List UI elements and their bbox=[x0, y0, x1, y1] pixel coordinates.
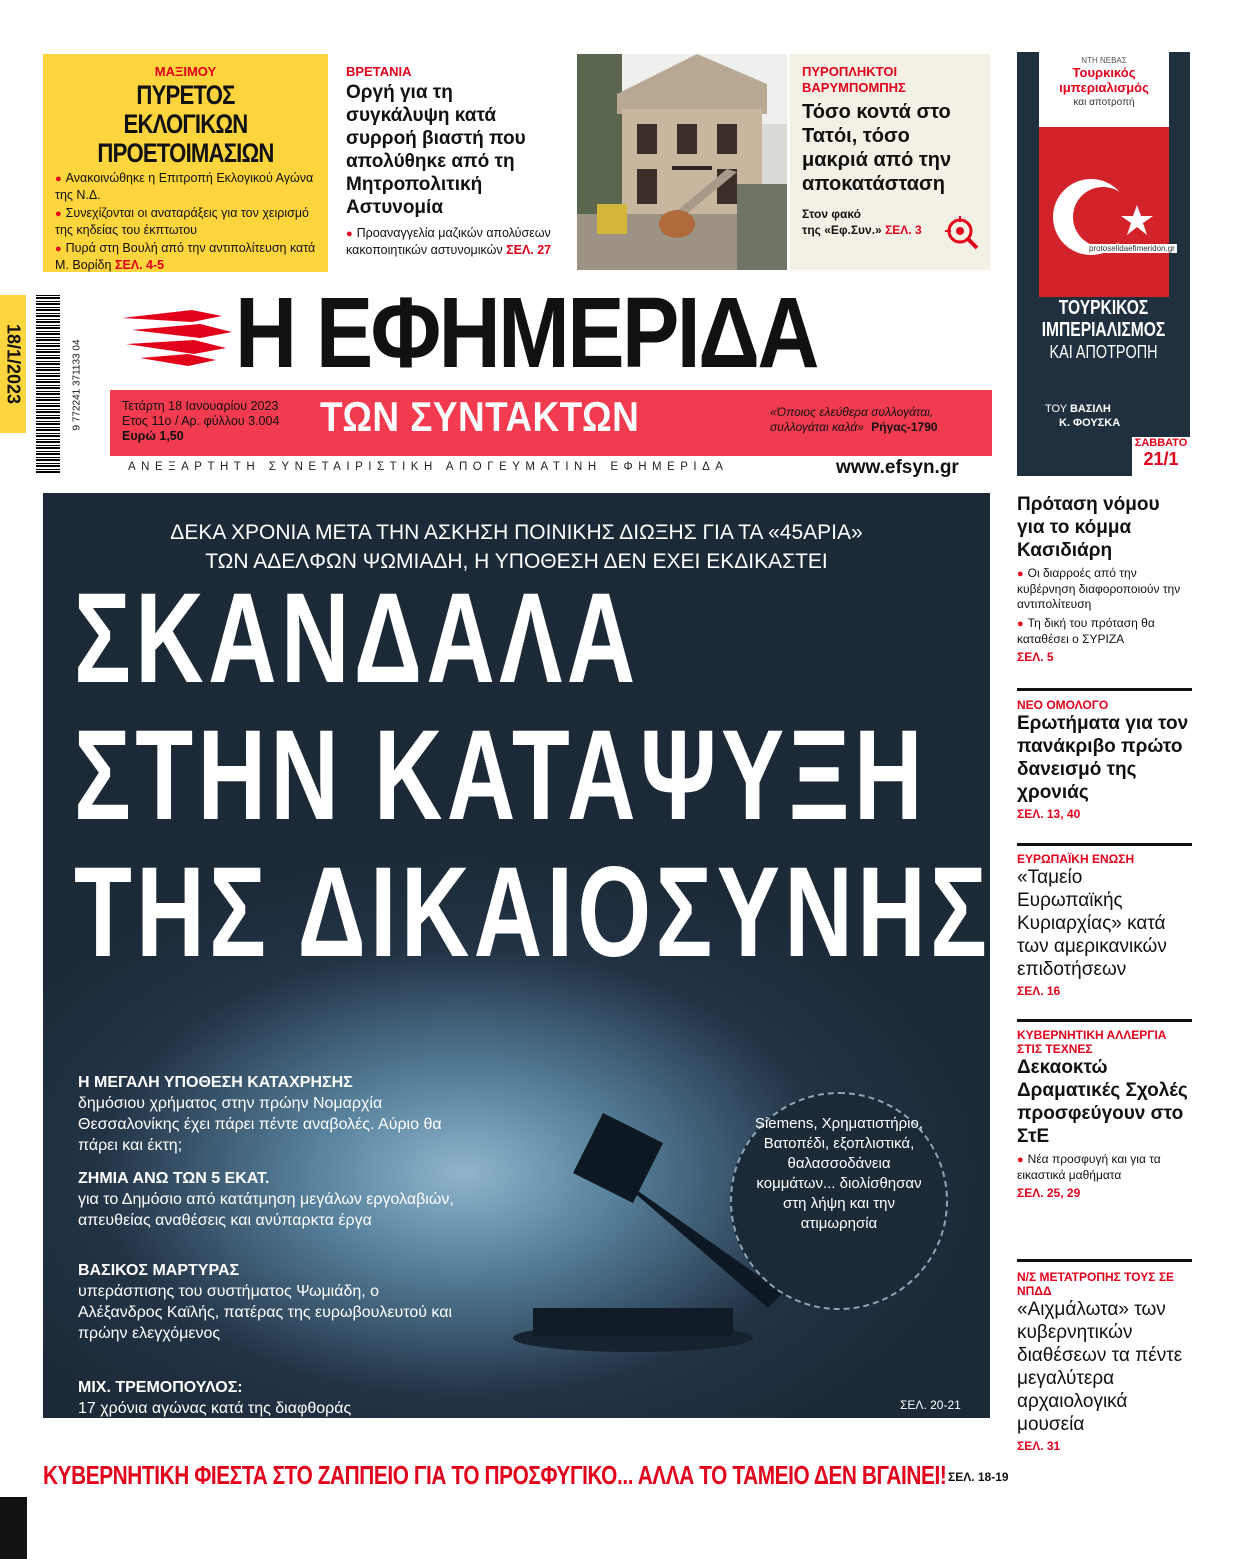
page-ref: ΣΕΛ. 5 bbox=[1017, 650, 1054, 664]
main-point bbox=[78, 1168, 458, 1231]
headline-line: ΣΚΑΝΔΑΛΑ bbox=[74, 567, 640, 710]
barcode bbox=[36, 295, 60, 473]
page-ref: ΣΕΛ. 31 bbox=[1017, 1439, 1061, 1453]
story-title-line: ΠΡΟΕΤΟΙΜΑΣΙΩΝ bbox=[97, 138, 274, 168]
side-story-eu[interactable] bbox=[1017, 852, 1192, 998]
top-story-fire-victims[interactable] bbox=[790, 54, 990, 270]
watermark: protoselidaefimeridon.gr bbox=[1089, 244, 1175, 253]
story-kicker: ΜΑΞΙΜΟΥ bbox=[154, 64, 217, 79]
ad-author bbox=[1045, 402, 1120, 430]
story-title: «Αιχμάλωτα» των κυβερνητικών διαθέσεων τα πέντε μεγαλύτερα αρχαιολογικά μουσεία bbox=[1017, 1299, 1183, 1435]
website-link[interactable]: www.efsyn.gr bbox=[836, 457, 959, 478]
ad-title bbox=[1017, 297, 1190, 363]
quote-line: συλλογάται καλά» bbox=[770, 420, 864, 434]
page-ref: ΣΕΛ. 27 bbox=[506, 243, 552, 257]
masthead-subtitle: ΤΩΝ ΣΥΝΤΑΚΤΩΝ bbox=[320, 393, 640, 440]
book-cover-title bbox=[1039, 65, 1169, 110]
author-prefix: ΤΟΥ bbox=[1045, 403, 1067, 415]
turkish-flag-graphic bbox=[1039, 127, 1169, 297]
circle-text: Siemens, Χρηματιστήριο, Βατοπέδι, εξοπλιστικά, θαλασσοδάνεια κομμάτων... διολίσθησαν στη λήψη και την ατιμωρησία bbox=[754, 1115, 924, 1232]
page-ref: ΣΕΛ. 16 bbox=[1017, 984, 1061, 998]
main-point bbox=[78, 1260, 458, 1344]
page-ref: ΣΕΛ. 20-21 bbox=[900, 1398, 961, 1412]
top-story-elections[interactable] bbox=[43, 54, 328, 272]
ad-small-text: ΝΤΗ ΝΕΒΑΣ bbox=[1081, 56, 1127, 65]
issue-info bbox=[122, 399, 279, 444]
barcode-number: 9 772241 371133 04 bbox=[71, 339, 83, 431]
main-point bbox=[78, 1072, 458, 1156]
issue-number: Ετος 11ο / Αρ. φύλλου 3.004 bbox=[122, 414, 280, 428]
barcode-number-wrap bbox=[70, 300, 84, 470]
story-title: Δεκαοκτώ Δραματικές Σχολές προσφεύγουν στο ΣτΕ bbox=[1017, 1057, 1188, 1147]
story-bullet: ● Τη δική του πρόταση θα καταθέσει ο ΣΥΡΙΖΑ bbox=[1017, 616, 1192, 647]
kicker-line: ΤΩΝ ΑΔΕΛΦΩΝ ΨΩΜΙΑΔΗ, Η ΥΠΟΘΕΣΗ ΔΕΝ ΕΧΕΙ ΕΚΔΙΚΑΣΤΕΙ bbox=[205, 550, 828, 573]
story-kicker: ΒΡΕΤΑΝΙΑ bbox=[346, 64, 412, 79]
kicker-line: ΒΑΡΥΜΠΟΜΠΗΣ bbox=[802, 80, 906, 95]
pen-nibs-logo bbox=[122, 300, 237, 370]
story-title-line: ΠΥΡΕΤΟΣ ΕΚΛΟΓΙΚΩΝ bbox=[123, 80, 248, 139]
author-name: ΒΑΣΙΛΗ bbox=[1069, 403, 1111, 415]
magnifier-target-icon bbox=[945, 216, 979, 250]
point-body: 17 χρόνια αγώνας κατά της διαφθοράς bbox=[78, 1400, 352, 1417]
issue-date: Τετάρτη 18 Ιανουαρίου 2023 bbox=[122, 399, 279, 413]
page-ref: ΣΕΛ. 13, 40 bbox=[1017, 807, 1081, 821]
page-ref: ΣΕΛ. 3 bbox=[885, 223, 922, 237]
ad-title-line: ΙΜΠΕΡΙΑΛΙΣΜΟΣ bbox=[1041, 319, 1166, 341]
main-point bbox=[78, 1377, 458, 1419]
bullet-text: ● Προαναγγελία μαζικών απολύσεων κακοποιητικών αστυνομικών bbox=[346, 226, 551, 257]
book-title-line: και αποτροπή bbox=[1073, 97, 1135, 108]
side-story-drama-schools[interactable] bbox=[1017, 1028, 1192, 1200]
author-name: Κ. ΦΟΥΣΚΑ bbox=[1059, 417, 1121, 429]
kicker-line: ΔΕΚΑ ΧΡΟΝΙΑ ΜΕΤΑ ΤΗΝ ΑΣΚΗΣΗ ΠΟΙΝΙΚΗΣ ΔΙΩΞΗΣ ΓΙΑ ΤΑ «45ΑΡΙΑ» bbox=[170, 521, 863, 544]
point-head: ΒΑΣΙΚΟΣ ΜΑΡΤΥΡΑΣ bbox=[78, 1262, 240, 1279]
story-title: Οργή για τη συγκάλυψη κατά συρροή βιαστή που απολύθηκε από τη Μητροπολιτική Αστυνομία bbox=[346, 82, 526, 218]
book-title-line: ιμπεριαλισμός bbox=[1059, 80, 1149, 95]
page-ref: ΣΕΛ. 4-5 bbox=[114, 258, 165, 272]
story-bullet bbox=[346, 225, 557, 258]
story-title: Ερωτήματα για τον πανάκριβο πρώτο δανεισμό της χρονιάς bbox=[1017, 713, 1189, 803]
story-title bbox=[78, 81, 292, 168]
side-date: 18/1/2023 bbox=[3, 323, 24, 405]
headline-line: ΣΤΗΝ ΚΑΤΑΨΥΞΗ bbox=[74, 704, 927, 847]
story-title: Τόσο κοντά στο Τατόι, τόσο μακριά από την αποκατάσταση bbox=[802, 101, 952, 195]
masthead-quote bbox=[770, 405, 938, 435]
story-kicker bbox=[802, 64, 978, 96]
bottom-headline: ΚΥΒΕΡΝΗΤΙΚΗ ΦΙΕΣΤΑ ΣΤΟ ΖΑΠΠΕΙΟ ΓΙΑ ΤΟ ΠΡΟΣΦΥΓΙΚΟ... ΑΛΛΑ ΤΟ ΤΑΜΕΙΟ ΔΕΝ ΒΓΑΙΝΕΙ! bbox=[43, 1460, 947, 1490]
kicker-line: ΠΥΡΟΠΛΗΚΤΟΙ bbox=[802, 64, 898, 79]
footer-line: Στον φακό bbox=[802, 207, 861, 221]
masthead-tagline: ΑΝΕΞΑΡΤΗΤΗ ΣΥΝΕΤΑΙΡΙΣΤΙΚΗ ΑΠΟΓΕΥΜΑΤΙΝΗ ΕΦΗΜΕΡΙΔΑ bbox=[128, 461, 729, 473]
point-head: ΖΗΜΙΑ ΑΝΩ ΤΩΝ 5 ΕΚΑΤ. bbox=[78, 1170, 270, 1187]
point-head: Η ΜΕΓΑΛΗ ΥΠΟΘΕΣΗ ΚΑΤΑΧΡΗΣΗΣ bbox=[78, 1074, 353, 1091]
story-title: «Ταμείο Ευρωπαϊκής Κυριαρχίας» κατά των αμερικανικών επιδοτήσεων bbox=[1017, 867, 1167, 980]
point-head: ΜΙΧ. ΤΡΕΜΟΠΟΥΛΟΣ: bbox=[78, 1379, 243, 1396]
ad-day: ΣΑΒΒΑΤΟ bbox=[1134, 437, 1188, 449]
divider bbox=[1017, 1259, 1192, 1262]
side-story-bond[interactable] bbox=[1017, 698, 1192, 821]
bullet-text: ● Πυρά στη Βουλή από την αντιπολίτευση κατά Μ. Βορίδη bbox=[55, 241, 315, 272]
page-ref: ΣΕΛ. 18-19 bbox=[948, 1470, 1009, 1484]
story-kicker: ΚΥΒΕΡΝΗΤΙΚΗ ΑΛΛΕΡΓΙΑ ΣΤΙΣ ΤΕΧΝΕΣ bbox=[1017, 1028, 1167, 1056]
ad-title-line: ΚΑΙ ΑΠΟΤΡΟΠΗ bbox=[1049, 342, 1158, 362]
side-date-tab bbox=[0, 295, 26, 433]
story-bullet bbox=[55, 240, 316, 273]
side-story-museums[interactable] bbox=[1017, 1270, 1192, 1453]
ad-date: 21/1 bbox=[1143, 449, 1179, 469]
issue-price: Ευρώ 1,50 bbox=[122, 429, 184, 443]
story-title: Πρόταση νόμου για το κόμμα Κασιδιάρη bbox=[1017, 494, 1160, 561]
story-bullet: ● Οι διαρροές από την κυβέρνηση διαφοροποιούν την αντιπολίτευση bbox=[1017, 566, 1192, 612]
headline-line: ΤΗΣ ΔΙΚΑΙΟΣΥΝΗΣ bbox=[74, 841, 992, 984]
masthead-title: Η ΕΦΗΜΕΡΙΔΑ bbox=[235, 277, 817, 389]
book-title-line: Τουρκικός bbox=[1072, 65, 1136, 80]
point-body: υπεράσπισης του συστήματος Ψωμιάδη, ο Αλέξανδρος Καϊλής, πατέρας της ευρωβουλευτού και πρώην ελεγχόμενος bbox=[78, 1283, 453, 1342]
point-body: δημόσιου χρήματος στην πρώην Νομαρχία Θεσσαλονίκης έχει πάρει πέντε αναβολές. Αύριο θα πάρει και έκτη; bbox=[78, 1095, 442, 1154]
divider bbox=[1017, 688, 1192, 691]
scandals-circle bbox=[730, 1092, 948, 1310]
divider bbox=[1017, 843, 1192, 846]
story-bullet: ● Νέα προσφυγή και για τα εικαστικά μαθήματα bbox=[1017, 1152, 1192, 1183]
story-kicker: ΕΥΡΩΠΑΪΚΗ ΕΝΩΣΗ bbox=[1017, 852, 1135, 866]
divider bbox=[1017, 1019, 1192, 1022]
main-headline bbox=[74, 567, 992, 984]
ad-title-line: ΤΟΥΡΚΙΚΟΣ bbox=[1058, 297, 1149, 319]
story-bullet: ● Ανακοινώθηκε η Επιτροπή Εκλογικού Αγώνα της Ν.Δ. bbox=[55, 170, 316, 203]
corner-block bbox=[0, 1497, 27, 1559]
footer-line: της «Εφ.Συν.» bbox=[802, 223, 882, 237]
side-story-kasidiaris[interactable] bbox=[1017, 493, 1192, 664]
bottom-banner[interactable] bbox=[43, 1460, 1009, 1496]
book-advertisement[interactable] bbox=[1017, 52, 1190, 476]
burned-house-photo bbox=[577, 54, 787, 270]
point-body: για το Δημόσιο από κατάτμηση μεγάλων εργολαβιών, απευθείας αναθέσεις και ανύπαρκτα έργα bbox=[78, 1191, 454, 1229]
crescent-star-icon bbox=[1039, 127, 1169, 297]
page-ref: ΣΕΛ. 25, 29 bbox=[1017, 1186, 1081, 1200]
quote-line: «Όποιος ελεύθερα συλλογάται, bbox=[770, 405, 934, 419]
quote-author: Ρήγας-1790 bbox=[871, 420, 938, 434]
house-illustration bbox=[577, 54, 787, 270]
top-story-britain[interactable] bbox=[344, 54, 559, 272]
story-kicker: ΝΕΟ ΟΜΟΛΟΓΟ bbox=[1017, 698, 1109, 712]
story-bullet: ● Συνεχίζονται οι αναταράξεις για τον χειρισμό της κηδείας του έκπτωτου bbox=[55, 205, 316, 238]
ad-date-badge bbox=[1132, 437, 1190, 476]
story-kicker: Ν/Σ ΜΕΤΑΤΡΟΠΗΣ ΤΟΥΣ ΣΕ ΝΠΔΔ bbox=[1017, 1270, 1175, 1298]
